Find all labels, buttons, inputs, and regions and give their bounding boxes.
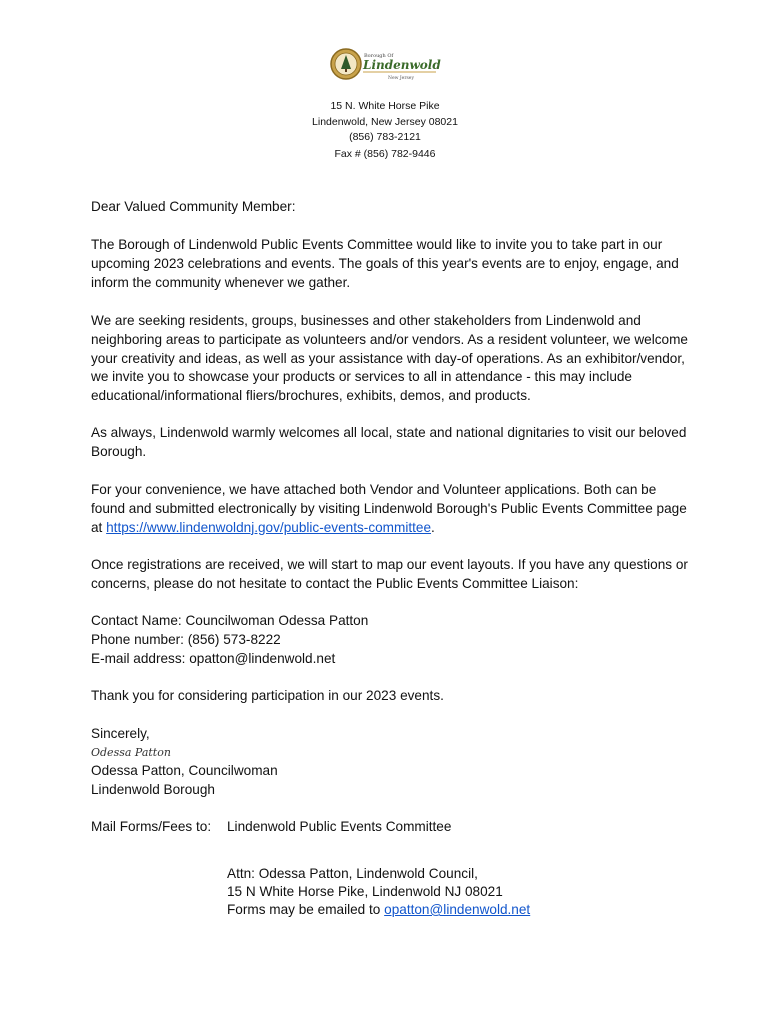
borough-seal-logo bbox=[330, 45, 442, 83]
logo-name: Lindenwold bbox=[363, 58, 441, 72]
attention-line: Attn: Odessa Patton, Lindenwold Council, bbox=[227, 866, 478, 881]
closing: Sincerely, bbox=[91, 726, 150, 741]
paragraph-1: The Borough of Lindenwold Public Events Committee would like to invite you to take part in our upcoming 2023 celebrations and events. The goals of this year's events are to enjoy, engage, and inform the community whenever we gather. bbox=[91, 237, 679, 290]
fax-number: Fax # (856) 782-9446 bbox=[334, 148, 436, 160]
paragraph-2: We are seeking residents, groups, businesses and other stakeholders from Lindenwold and neighboring areas to participate as volunteers and/or vendors. As a resident volunteer, we welcome your creativity and ideas, as well as your assistance with day-of operations. As an exhibitor/vendor, we invite you to showcase your products or services to all in attendance - this may include educational/informational fliers/brochures, exhibits, demos, and products. bbox=[91, 313, 688, 404]
phone-number: (856) 783-2121 bbox=[349, 131, 421, 143]
paragraph-4-end: . bbox=[431, 519, 435, 535]
signer-name: Odessa Patton, Councilwoman bbox=[91, 763, 278, 778]
contact-email: E-mail address: opatton@lindenwold.net bbox=[91, 651, 336, 666]
logo-top-text: Borough Of bbox=[364, 53, 394, 59]
mail-forms-row bbox=[91, 818, 691, 837]
paragraph-3: As always, Lindenwold warmly welcomes all local, state and national dignitaries to visit our beloved Borough. bbox=[91, 425, 687, 459]
thank-you: Thank you for considering participation in our 2023 events. bbox=[91, 688, 444, 703]
paragraph-4 bbox=[91, 481, 691, 537]
public-events-committee-link[interactable]: https://www.lindenwoldnj.gov/public-events-committee bbox=[106, 519, 432, 535]
address-line-2: Lindenwold, New Jersey 08021 bbox=[312, 116, 458, 128]
email-prefix: Forms may be emailed to bbox=[227, 902, 385, 917]
mail-label: Mail Forms/Fees to: bbox=[91, 819, 212, 834]
mail-recipient: Lindenwold Public Events Committee bbox=[227, 819, 452, 834]
salutation: Dear Valued Community Member: bbox=[91, 199, 296, 214]
email-link[interactable]: opatton@lindenwold.net bbox=[384, 902, 531, 917]
contact-phone: Phone number: (856) 573-8222 bbox=[91, 632, 281, 647]
attention-address: 15 N White Horse Pike, Lindenwold NJ 08021 bbox=[227, 884, 503, 899]
signer-organization: Lindenwold Borough bbox=[91, 782, 215, 797]
logo-bottom-text: New Jersey bbox=[388, 76, 415, 81]
handwritten-signature: Odessa Patton bbox=[91, 746, 171, 759]
contact-name: Contact Name: Councilwoman Odessa Patton bbox=[91, 613, 369, 628]
address-line-1: 15 N. White Horse Pike bbox=[330, 100, 440, 112]
paragraph-4-text: For your convenience, we have attached both Vendor and Volunteer applications. Both can be found and submitted electronically by visiting Lindenwold Borough's Public Events Committee page at bbox=[91, 482, 687, 535]
paragraph-5: Once registrations are received, we will start to map our event layouts. If you have any questions or concerns, please do not hesitate to contact the Public Events Committee Liaison: bbox=[91, 557, 688, 591]
email-line bbox=[227, 901, 647, 920]
